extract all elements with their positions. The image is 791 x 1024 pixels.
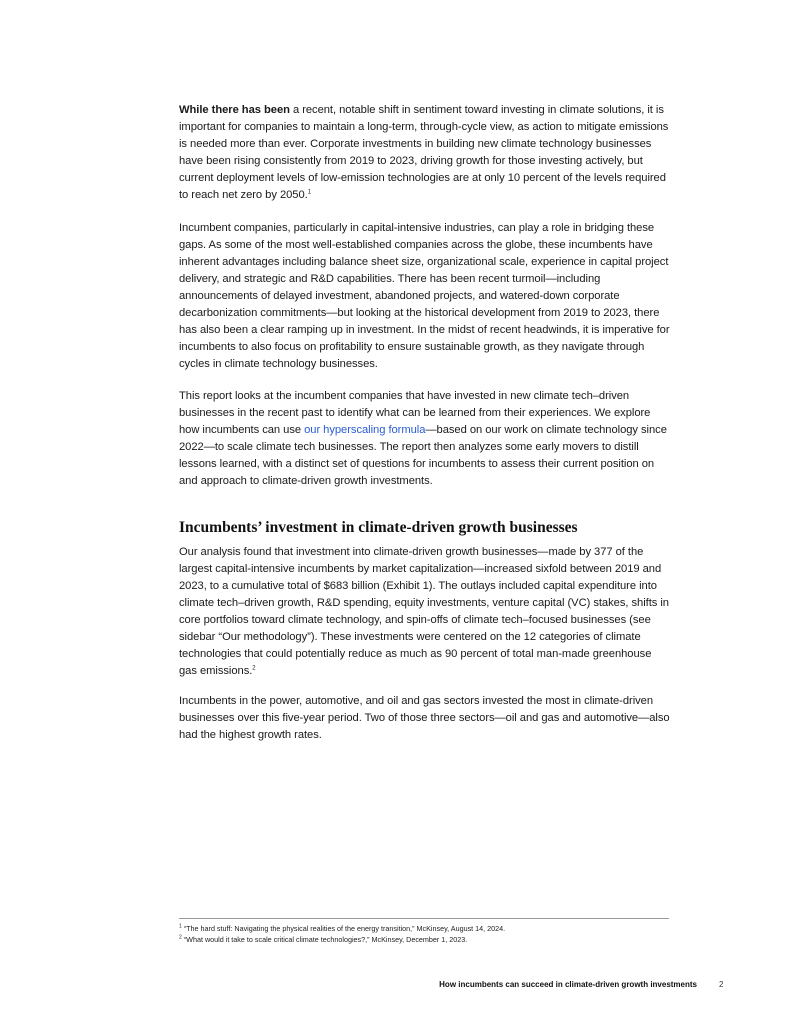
footnote-divider: [179, 918, 669, 919]
footnote-ref-1[interactable]: 1: [307, 189, 311, 196]
paragraph-text: Incumbents in the power, automotive, and oil and gas sectors invested the most in climate-driven businesses over this five-year period. Two of those three sectors—oil and gas and automotive—also had the highest growth rates.: [179, 695, 670, 741]
footnotes: [179, 924, 679, 945]
hyperscaling-formula-link[interactable]: our hyperscaling formula: [304, 424, 426, 436]
intro-paragraph-1: [179, 102, 671, 204]
page-number: 2: [719, 980, 724, 989]
footnote-ref-2[interactable]: 2: [252, 665, 256, 672]
paragraph-text: a recent, notable shift in sentiment toward investing in climate solutions, it is important for companies to maintain a long-term, through-cycle view, as action to mitigate emissions is needed more than ever. Corporate investments in building new climate technology businesses have been rising consistently from 2019 to 2023, driving growth for those investing actively, but current deployment levels of low-emission technologies are at only 10 percent of the levels required to reach net zero by 2050.: [179, 104, 669, 201]
intro-paragraph-2: [179, 220, 671, 373]
paragraph-text: Our analysis found that investment into climate-driven growth businesses—made by 377 of the largest capital-intensive incumbents by market capitalization—increased sixfold between 2019 and 2023, to a cumulative total of $683 billion (Exhibit 1). The outlays included capital expenditure into climate tech–driven growth, R&D spending, equity investments, venture capital (VC) stakes, shifts in core portfolios toward climate technology, and spin-offs of climate tech–focused businesses (see sidebar “Our methodology”). These investments were centered on the 12 categories of climate technologies that could potentially reduce as much as 90 percent of total man-made greenhouse gas emissions.: [179, 546, 669, 677]
section-paragraph-2: [179, 693, 671, 744]
footnote-2: $^2$ “What would it take to scale critical climate technologies?,” McKinsey, December 1, 2023.: [179, 934, 468, 944]
paragraph-text: Incumbent companies, particularly in capital-intensive industries, can play a role in bridging these gaps. As some of the most well-established companies across the globe, these incumbents have inherent advantages including balance sheet size, organizational scale, experience in capital project delivery, and strategic and R&D capabilities. There has been recent turmoil—including announcements of delayed investment, abandoned projects, and watered-down corporate decarbonization commitments—but looking at the historical development from 2019 to 2023, there has also been a clear ramping up in investment. In the midst of recent headwinds, it is imperative for incumbents to also focus on profitability to ensure sustainable growth, as they navigate through cycles in climate technology businesses.: [179, 222, 670, 370]
section-heading: Incumbents’ investment in climate-driven growth businesses: [179, 519, 578, 536]
intro-paragraph-3: [179, 388, 671, 490]
page-footer: [0, 980, 791, 994]
lead-in-bold: While there has been: [179, 104, 290, 116]
paragraph-text: —based on our work on climate technology since 2022—to scale climate tech businesses. The report then analyzes some early movers to distill lessons learned, with a distinct set of questions for incumbents to assess their current position on and approach to climate-driven growth investments.: [179, 424, 667, 487]
section-paragraph-1: [179, 544, 671, 680]
footnote-1: $^1$ “The hard stuff: Navigating the physical realities of the energy transition,” McKinsey, August 14, 2024.: [179, 923, 506, 933]
footer-report-title: How incumbents can succeed in climate-driven growth investments: [439, 980, 697, 989]
paragraph-text: This report looks at the incumbent companies that have invested in new climate tech–driven businesses in the recent past to identify what can be learned from their experiences. We explore how incumbents can use: [179, 390, 651, 436]
